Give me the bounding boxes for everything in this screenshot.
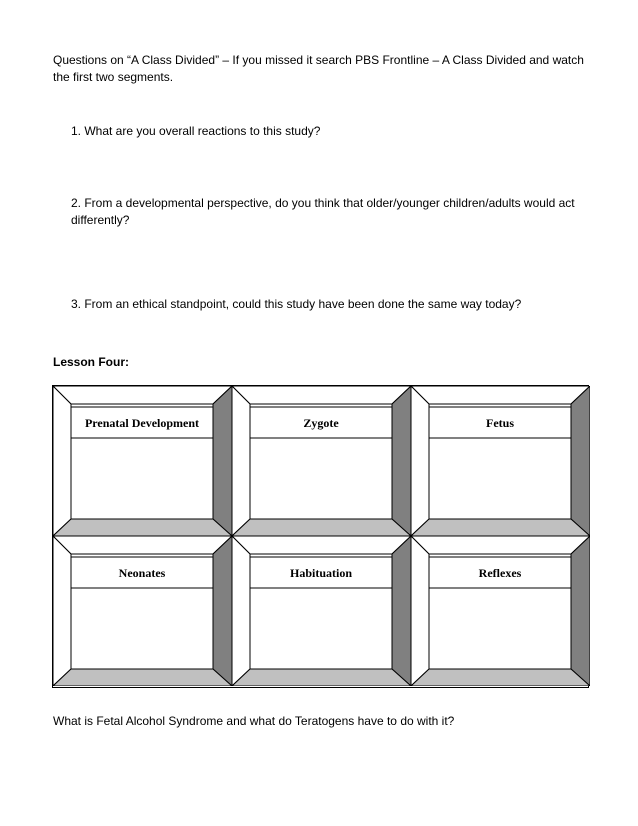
term-label: Habituation [289,565,352,580]
term-label: Reflexes [478,565,522,580]
final-question: What is Fetal Alcohol Syndrome and what do Teratogens have to do with it? [53,714,455,728]
vocabulary-grid [52,385,589,688]
term-box-prenatal-development [53,386,232,536]
term-box-habituation [232,536,411,686]
question-2: 2. From a developmental perspective, do you think that older/younger children/adults would act differently? [71,196,575,227]
term-label: Zygote [303,415,339,430]
term-label: Neonates [118,565,166,580]
term-box-fetus [411,386,590,536]
term-box-zygote [232,386,411,536]
term-box-neonates [53,536,232,686]
question-1: 1. What are you overall reactions to this study? [71,124,321,138]
term-label: Fetus [486,415,514,430]
question-3: 3. From an ethical standpoint, could this study have been done the same way today? [71,297,522,311]
intro-text: Questions on “A Class Divided” – If you missed it search PBS Frontline – A Class Divided and watch the first two segments. [53,53,584,84]
term-box-reflexes [411,536,590,686]
term-label: Prenatal Development [84,415,200,430]
lesson-heading: Lesson Four: [53,355,130,369]
